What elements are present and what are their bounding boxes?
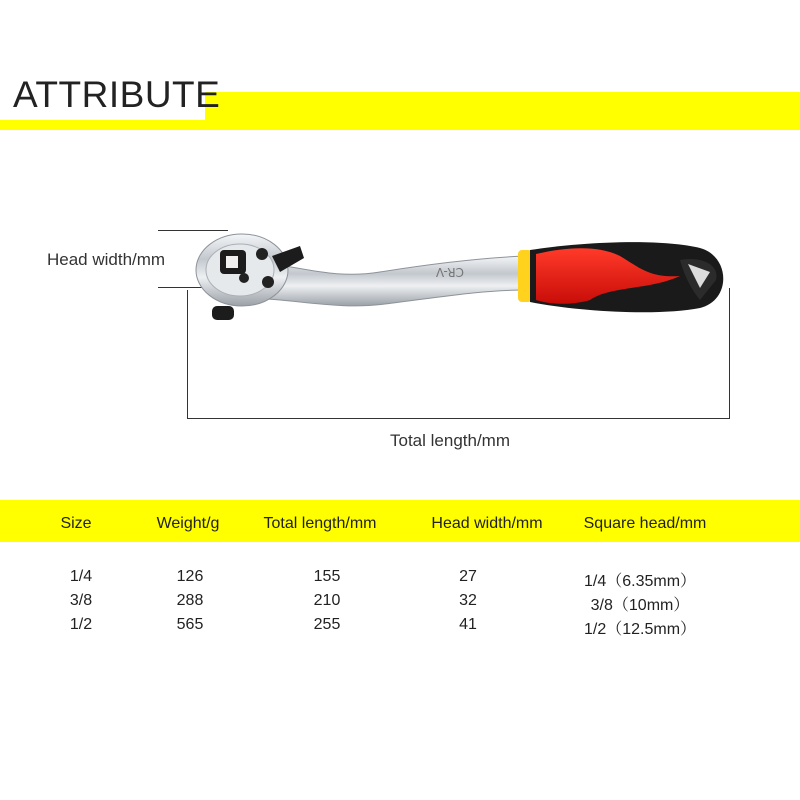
header-weight: Weight/g xyxy=(156,515,220,532)
ratchet-wrench-image xyxy=(180,220,740,330)
cell-total-length: 210 xyxy=(313,592,341,609)
header-head-width: Head width/mm xyxy=(431,515,543,532)
cell-weight: 565 xyxy=(176,616,204,633)
cell-head-width: 27 xyxy=(459,568,477,585)
cell-size: 1/4 xyxy=(69,568,93,585)
cell-size: 1/2 xyxy=(69,616,93,633)
cell-square-head: 1/4（6.35mm） xyxy=(583,573,697,590)
header-square-head: Square head/mm xyxy=(583,515,707,532)
total-length-label: Total length/mm xyxy=(390,431,510,450)
crv-marking: CR-V xyxy=(435,265,464,279)
cell-size: 3/8 xyxy=(69,592,93,609)
cell-weight: 288 xyxy=(176,592,204,609)
total-length-bottom-line xyxy=(187,418,730,419)
header-size: Size xyxy=(60,515,92,532)
cell-weight: 126 xyxy=(176,568,204,585)
cell-total-length: 155 xyxy=(313,568,341,585)
section-title: ATTRIBUTE xyxy=(13,74,221,115)
head-width-label: Head width/mm xyxy=(47,250,166,269)
cell-head-width: 41 xyxy=(459,616,477,633)
cell-head-width: 32 xyxy=(459,592,477,609)
cell-square-head: 3/8（10mm） xyxy=(590,597,690,614)
cell-total-length: 255 xyxy=(313,616,341,633)
cell-square-head: 1/2（12.5mm） xyxy=(583,621,697,638)
header-total-length: Total length/mm xyxy=(263,515,377,532)
